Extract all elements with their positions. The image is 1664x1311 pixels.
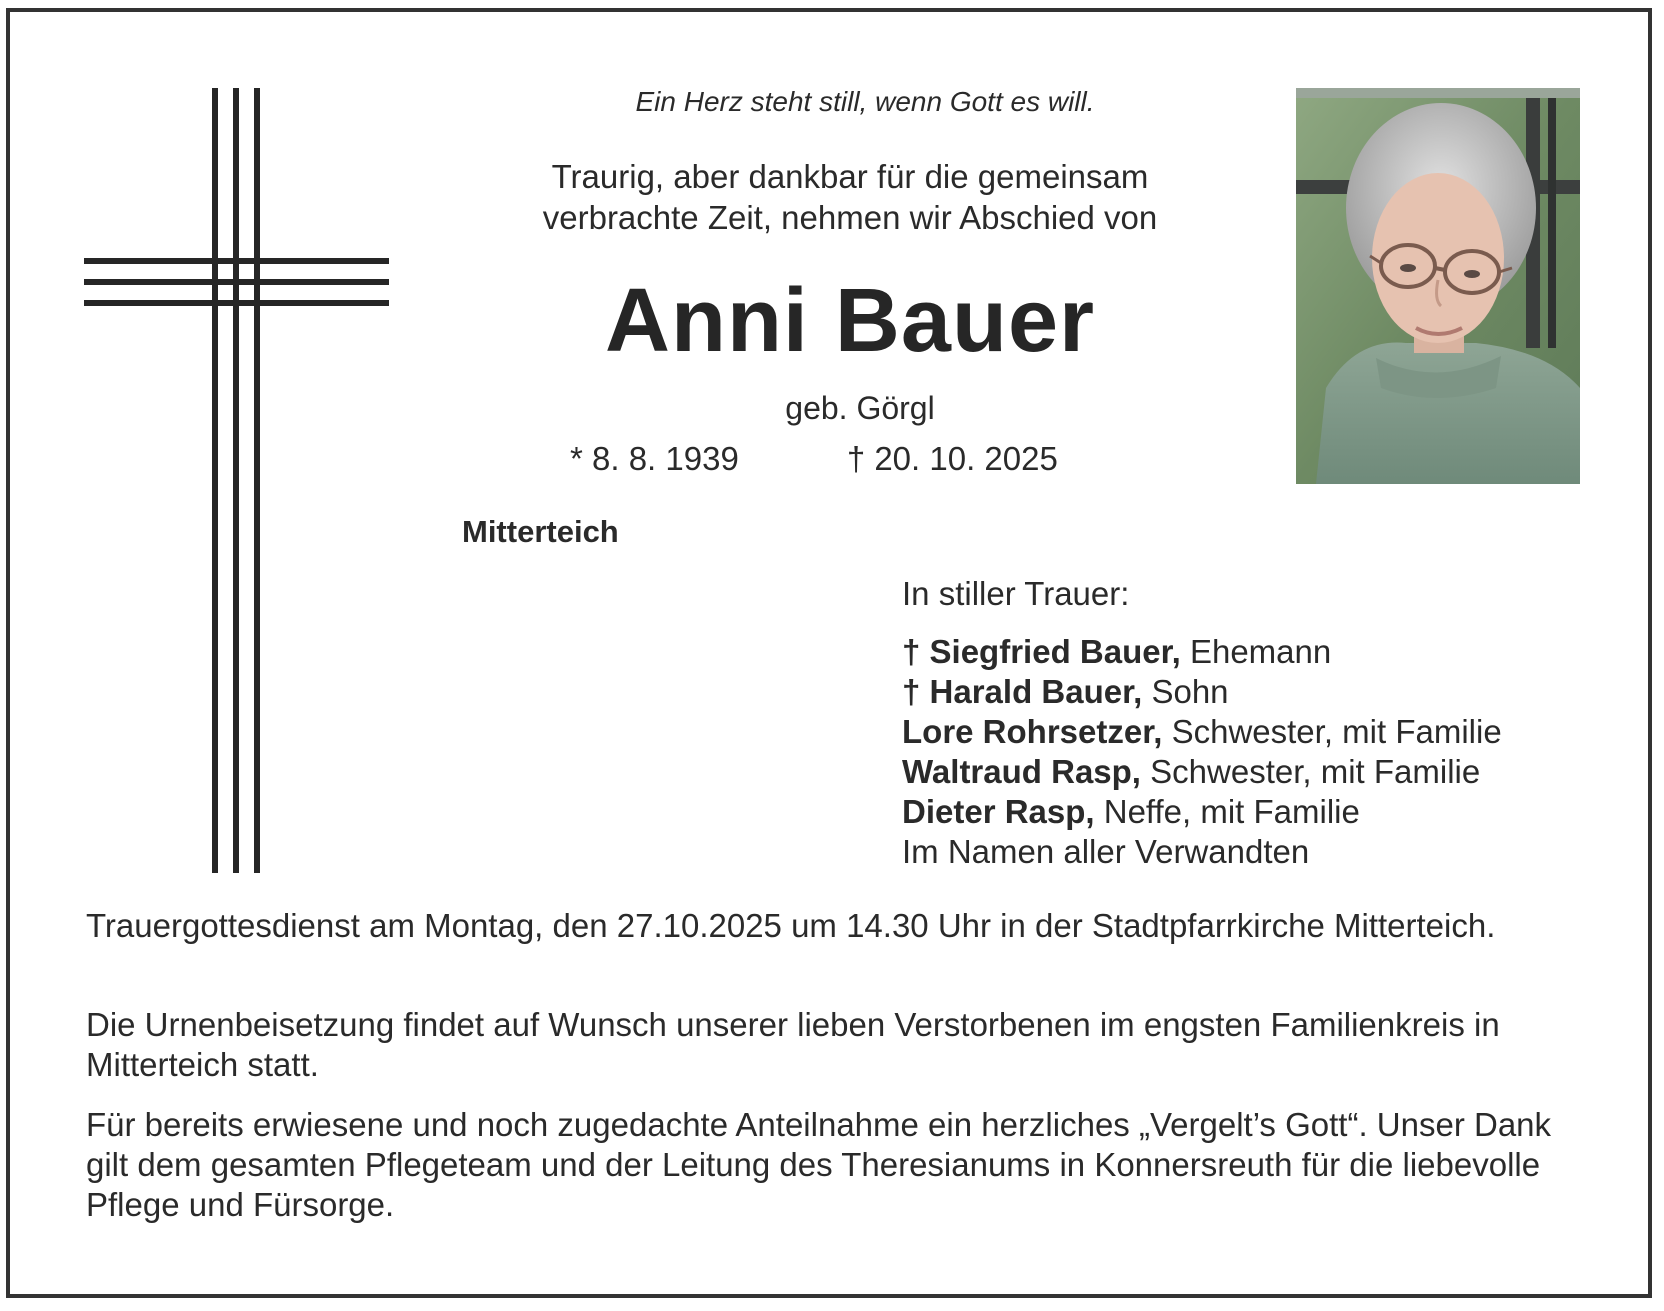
mourner-relation: Schwester, mit Familie <box>1140 753 1481 790</box>
mourner-name: † Siegfried Bauer, <box>902 633 1181 670</box>
mourner-name: Waltraud Rasp, <box>902 753 1141 790</box>
mourning-title: In stiller Trauer: <box>902 575 1130 612</box>
birth-date: * 8. 8. 1939 <box>570 440 739 477</box>
intro-text <box>440 156 1260 238</box>
service-paragraph: Trauergottesdienst am Montag, den 27.10.2025 um 14.30 Uhr in der Stadtpfarrkirche Mitterteich. <box>86 907 1496 944</box>
deceased-name: Anni Bauer <box>604 271 1096 371</box>
thanks-paragraph: Für bereits erwiesene und noch zugedachte Anteilnahme ein herzliches „Vergelt’s Gott“. Unser Dank gilt dem gesamten Pflegeteam und der Leitung des Theresianums in Konnersreuth für die liebevolle Pflege und Fürsorge. <box>86 1106 1552 1223</box>
portrait-photo <box>1296 88 1580 484</box>
burial-paragraph: Die Urnenbeisetzung findet auf Wunsch unserer lieben Verstorbenen im engsten Familienkreis in Mitterteich statt. <box>86 1006 1500 1083</box>
motto: Ein Herz steht still, wenn Gott es will. <box>635 86 1095 117</box>
birth-name: geb. Görgl <box>785 390 935 426</box>
mourner-item <box>902 792 1502 832</box>
mourner-name: Dieter Rasp, <box>902 793 1095 830</box>
mourner-relation: Ehemann <box>1180 633 1332 670</box>
mourner-relation: Neffe, mit Familie <box>1094 793 1360 830</box>
cross-icon <box>84 88 394 878</box>
place-name: Mitterteich <box>462 514 619 549</box>
mourner-item <box>902 672 1502 712</box>
life-dates <box>570 440 1058 478</box>
mourner-relation: Im Namen aller Verwandten <box>902 833 1310 870</box>
mourner-item <box>902 712 1502 752</box>
death-date: † 20. 10. 2025 <box>846 440 1058 477</box>
mourner-item <box>902 752 1502 792</box>
mourner-item <box>902 632 1502 672</box>
intro-line-2: verbrachte Zeit, nehmen wir Abschied von <box>542 199 1158 236</box>
mourner-name: † Harald Bauer, <box>902 673 1143 710</box>
mourners-list <box>902 632 1502 872</box>
mourner-name: Lore Rohrsetzer, <box>902 713 1163 750</box>
mourner-item <box>902 832 1502 872</box>
intro-line-1: Traurig, aber dankbar für die gemeinsam <box>551 158 1149 195</box>
mourner-relation: Sohn <box>1142 673 1229 710</box>
mourner-relation: Schwester, mit Familie <box>1162 713 1502 750</box>
